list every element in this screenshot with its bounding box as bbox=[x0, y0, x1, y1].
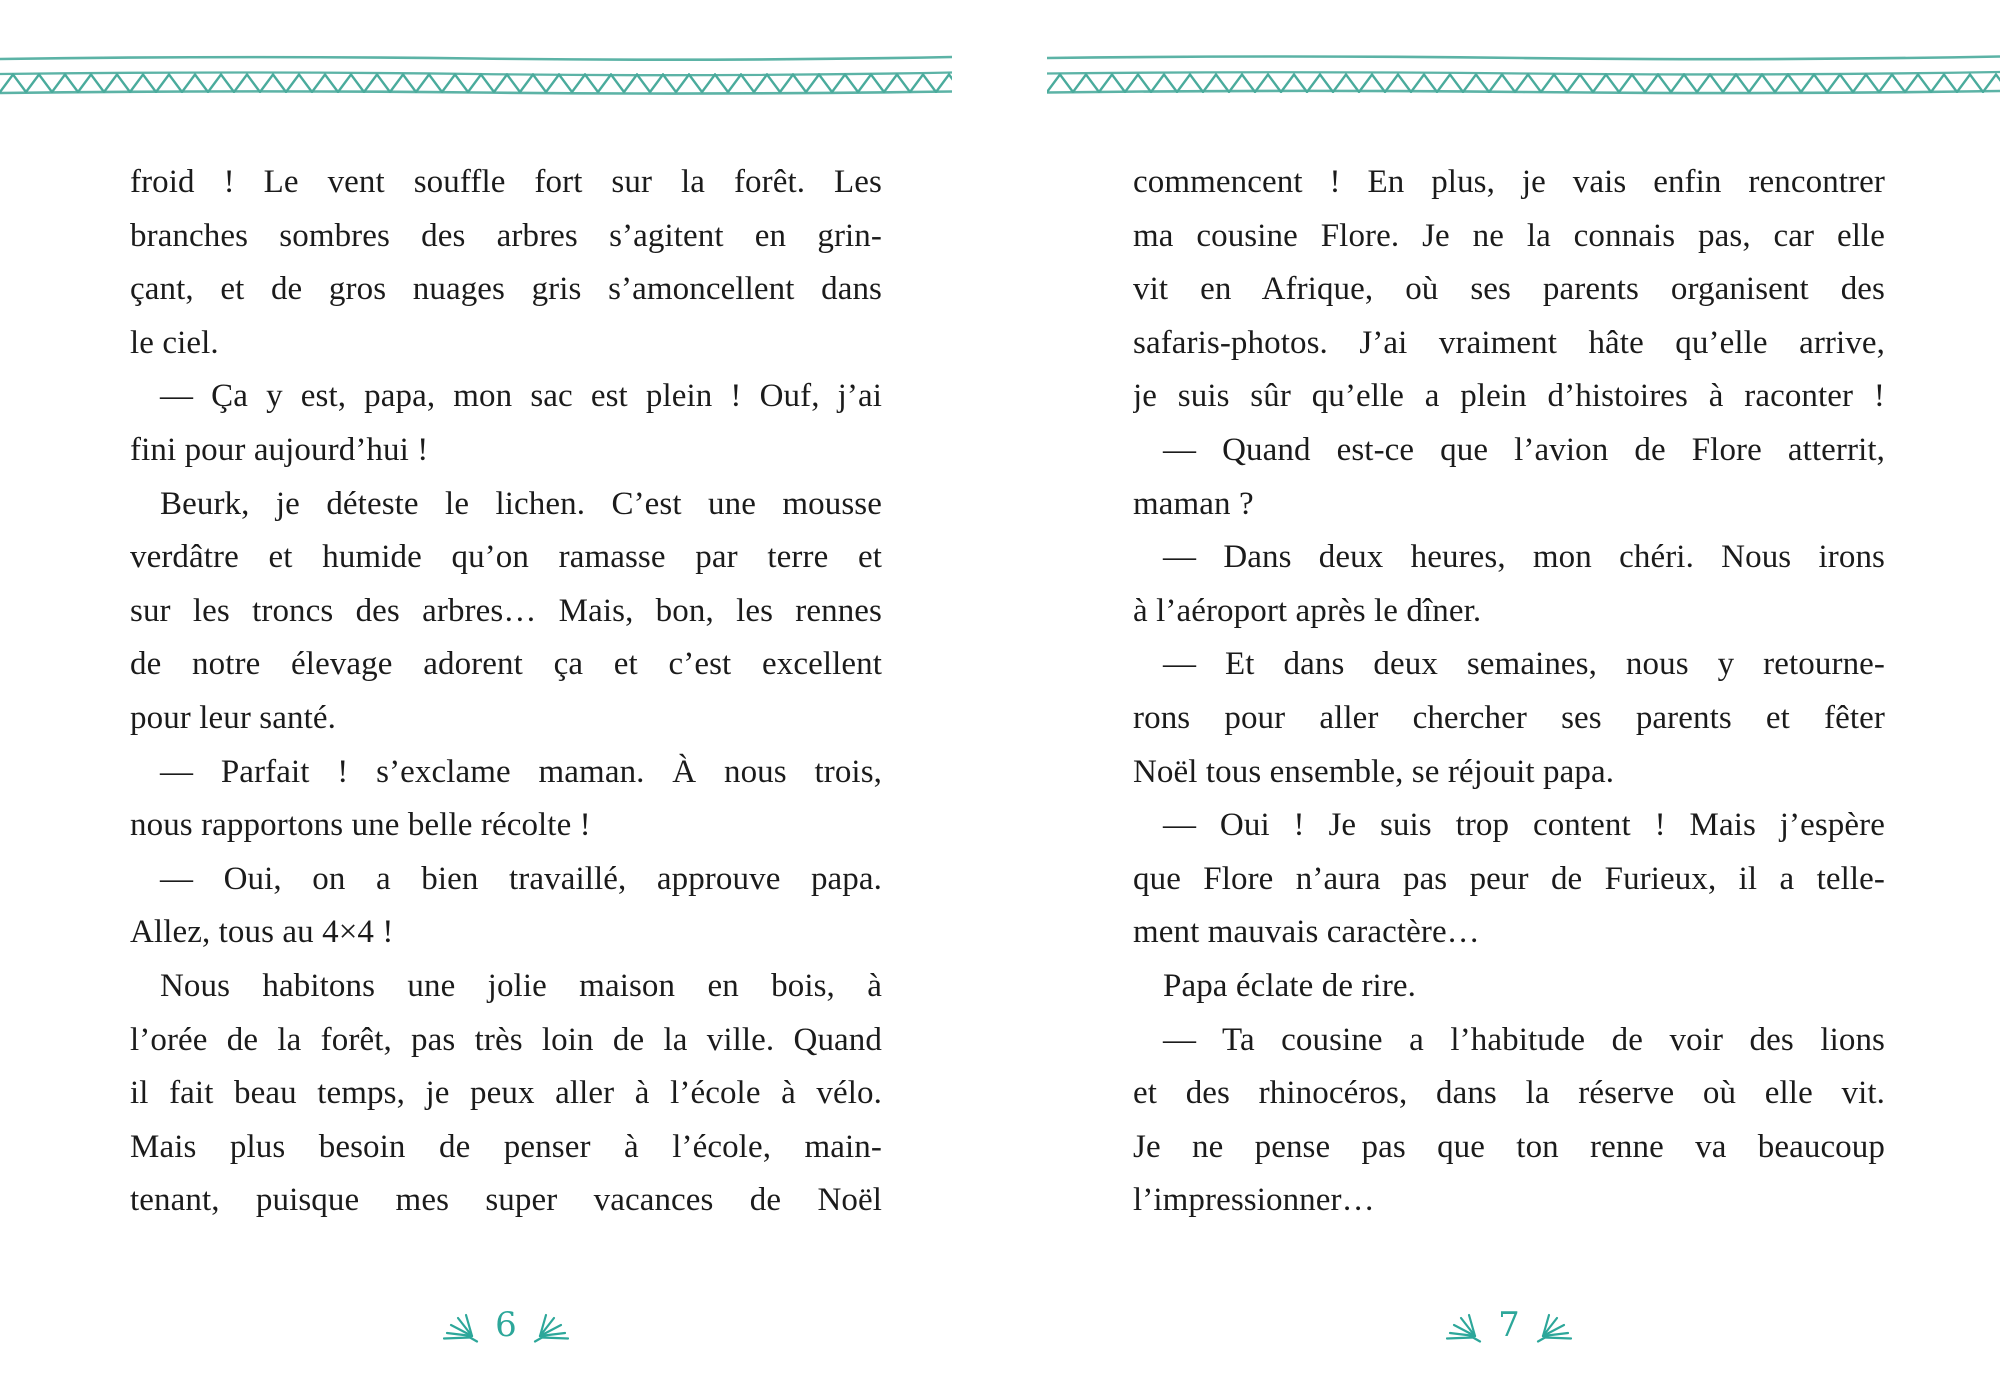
text-line: safaris-photos. J’ai vraiment hâte qu’elle arrive, bbox=[1133, 324, 1885, 361]
text-line: Nous habitons une jolie maison en bois, à bbox=[160, 967, 882, 1004]
text-line: Mais plus besoin de penser à l’école, main- bbox=[130, 1128, 882, 1165]
text-line: sur les troncs des arbres… Mais, bon, les rennes bbox=[130, 592, 882, 629]
text-line: — Parfait ! s’exclame maman. À nous trois, bbox=[160, 753, 882, 790]
text-line: de notre élevage adorent ça et c’est excellent bbox=[130, 646, 882, 683]
text-line: rons pour aller chercher ses parents et fêter bbox=[1133, 699, 1885, 736]
text-line: Papa éclate de rire. bbox=[1163, 967, 1417, 1004]
text-line: — Et dans deux semaines, nous y retourne- bbox=[1163, 646, 1885, 683]
text-line: branches sombres des arbres s’agitent en grin- bbox=[130, 217, 882, 254]
grass-tuft-left-icon bbox=[443, 1313, 479, 1343]
grass-tuft-right-icon bbox=[1536, 1313, 1572, 1343]
text-line: pour leur santé. bbox=[130, 699, 336, 736]
text-line: verdâtre et humide qu’on ramasse par terre et bbox=[130, 539, 882, 576]
text-line: — Oui, on a bien travaillé, approuve papa. bbox=[160, 860, 882, 897]
text-line: l’orée de la forêt, pas très loin de la ville. Quand bbox=[130, 1021, 882, 1058]
text-line: Allez, tous au 4×4 ! bbox=[130, 914, 394, 951]
text-line: Je ne pense pas que ton renne va beaucoup bbox=[1133, 1128, 1885, 1165]
grass-tuft-left-icon bbox=[1446, 1313, 1482, 1343]
text-line: il fait beau temps, je peux aller à l’école à vélo. bbox=[130, 1075, 882, 1112]
text-line: commencent ! En plus, je vais enfin rencontrer bbox=[1133, 164, 1885, 200]
zigzag-border-left-icon bbox=[0, 0, 952, 110]
text-line: Noël tous ensemble, se réjouit papa. bbox=[1133, 753, 1615, 790]
text-line: tenant, puisque mes super vacances de Noël bbox=[130, 1182, 882, 1219]
text-line: — Ça y est, papa, mon sac est plein ! Ouf, j’ai bbox=[160, 378, 882, 415]
page-right-footer bbox=[1133, 1305, 1885, 1348]
text-line: — Ta cousine a l’habitude de voir des lions bbox=[1163, 1021, 1885, 1058]
text-line: le ciel. bbox=[130, 324, 219, 361]
grass-tuft-right-icon bbox=[533, 1313, 569, 1343]
page-right-text-column bbox=[1133, 156, 1885, 1228]
text-line: çant, et de gros nuages gris s’amoncellent dans bbox=[130, 271, 882, 308]
text-line: que Flore n’aura pas peur de Furieux, il a telle- bbox=[1133, 860, 1885, 897]
text-line: froid ! Le vent souffle fort sur la forêt. Les bbox=[130, 164, 882, 200]
text-line: l’impressionner… bbox=[1133, 1182, 1375, 1219]
text-line: ment mauvais caractère… bbox=[1133, 914, 1480, 951]
text-line: à l’aéroport après le dîner. bbox=[1133, 592, 1482, 629]
zigzag-border-right-icon bbox=[1047, 0, 2000, 110]
text-line: — Quand est-ce que l’avion de Flore atterrit, bbox=[1163, 431, 1885, 468]
text-line: — Dans deux heures, mon chéri. Nous irons bbox=[1163, 539, 1885, 576]
text-line: — Oui ! Je suis trop content ! Mais j’espère bbox=[1163, 807, 1885, 844]
text-line: fini pour aujourd’hui ! bbox=[130, 431, 429, 468]
text-line: et des rhinocéros, dans la réserve où elle vit. bbox=[1133, 1075, 1885, 1112]
page-left-text-column bbox=[130, 156, 882, 1228]
text-line: je suis sûr qu’elle a plein d’histoires à raconter ! bbox=[1133, 378, 1885, 415]
text-line: nous rapportons une belle récolte ! bbox=[130, 807, 591, 844]
page-number: 6 bbox=[495, 1305, 517, 1345]
text-line: ma cousine Flore. Je ne la connais pas, car elle bbox=[1133, 217, 1885, 254]
page-left-footer bbox=[130, 1305, 882, 1348]
text-line: maman ? bbox=[1133, 485, 1254, 522]
text-line: vit en Afrique, où ses parents organisent des bbox=[1133, 271, 1885, 308]
page-number: 7 bbox=[1498, 1305, 1520, 1345]
text-line: Beurk, je déteste le lichen. C’est une mousse bbox=[160, 485, 882, 522]
